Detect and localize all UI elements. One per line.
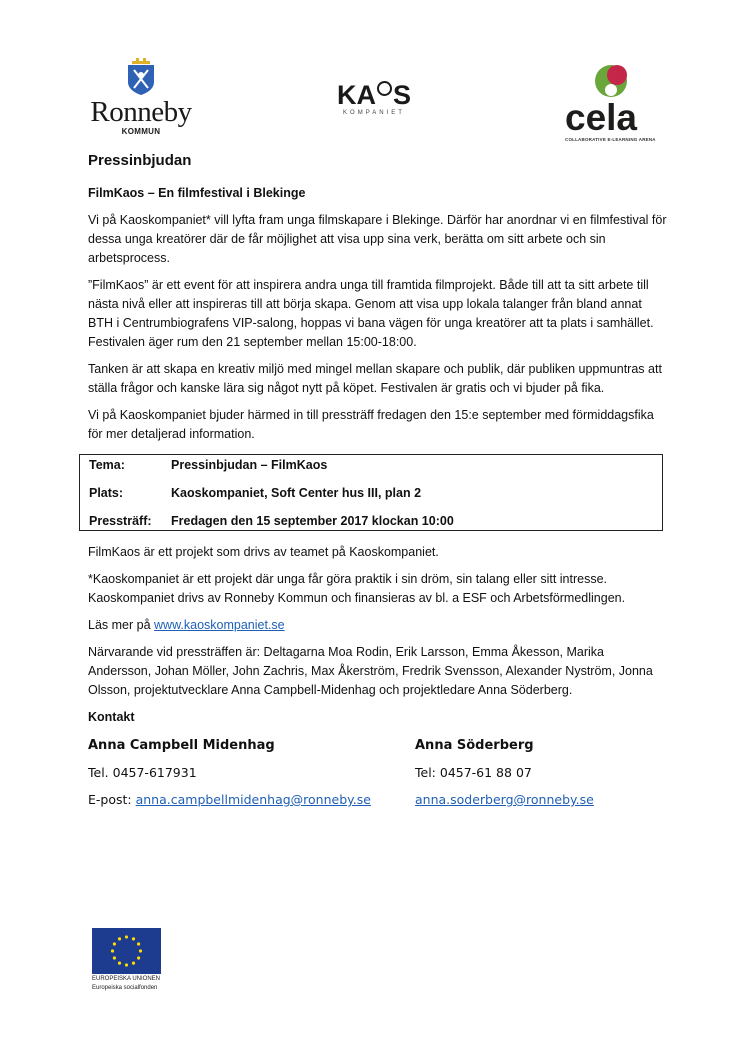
paragraph-project: FilmKaos är ett projekt som drivs av teamet på Kaoskompaniet. bbox=[88, 545, 439, 559]
kaoskompaniet-logo bbox=[331, 82, 417, 116]
ronneby-crest-icon bbox=[126, 58, 156, 96]
info-label: Plats: bbox=[89, 486, 124, 500]
contact-card bbox=[88, 737, 371, 818]
info-label: Tema: bbox=[89, 458, 125, 472]
info-value: Pressinbjudan – FilmKaos bbox=[171, 458, 328, 472]
press-invitation-footer-text bbox=[88, 543, 668, 735]
ronneby-logo bbox=[86, 58, 196, 136]
website-link[interactable]: www.kaoskompaniet.se bbox=[154, 618, 285, 632]
cela-logo bbox=[565, 64, 659, 142]
paragraph-attendees: Närvarande vid pressträffen är: Deltagarna Moa Rodin, Erik Larsson, Emma Åkesson, Marika Andersson, Johan Möller, John Zachris, Max Åkerström, Fredrik Svensson, Alexander Nyström, Jonna Olsson, projektutvecklare Anna Campbell-Midenhag och projektledare Anna Söderberg. bbox=[88, 645, 653, 697]
contact-phone: Tel. 0457-617931 bbox=[88, 765, 197, 780]
contact-card bbox=[415, 737, 594, 818]
event-info-box bbox=[79, 454, 663, 531]
info-row-plats bbox=[89, 486, 421, 500]
kaos-ring-icon bbox=[377, 81, 392, 96]
info-value: Kaoskompaniet, Soft Center hus III, plan 2 bbox=[171, 486, 422, 500]
kommun-wordmark: KOMMUN bbox=[121, 127, 161, 136]
eu-flag-icon bbox=[92, 928, 161, 974]
kaos-wordmark bbox=[331, 82, 417, 109]
press-invitation-body bbox=[88, 150, 668, 452]
email-link[interactable]: anna.campbellmidenhag@ronneby.se bbox=[135, 792, 371, 807]
read-more-prefix: Läs mer på bbox=[88, 618, 155, 632]
eu-logo bbox=[92, 928, 172, 992]
contact-phone: Tel: 0457-61 88 07 bbox=[415, 765, 532, 780]
paragraph-event: ”FilmKaos” är ett event för att inspirera andra unga till framtida filmprojekt. Både till att ta sitt arbete till nästa nivå eller att inspireras till att börja skapa. Genom att visa upp lokala talanger från bland annat BTH i Centrumbiografens VIP-salong, hoppas vi bana vägen för unga kreatörer att ta plats i samhället. Festivalen äger rum den 21 september mellan 15:00-18:00. bbox=[88, 278, 654, 349]
info-row-tema bbox=[89, 458, 327, 472]
contact-heading: Kontakt bbox=[88, 710, 135, 724]
page-subtitle: FilmKaos – En filmfestival i Blekinge bbox=[88, 186, 306, 200]
contact-name: Anna Campbell Midenhag bbox=[88, 738, 275, 753]
logo-header bbox=[0, 0, 746, 140]
eu-stars-icon bbox=[92, 928, 161, 974]
kaos-wordmark-left: KA bbox=[336, 80, 376, 110]
email-link[interactable]: anna.soderberg@ronneby.se bbox=[415, 792, 594, 807]
info-row-presstraff bbox=[89, 514, 454, 528]
contact-email-line bbox=[88, 791, 371, 809]
kompaniet-wordmark: KOMPANIET bbox=[343, 110, 405, 116]
contact-email-line bbox=[415, 791, 594, 809]
info-value: Fredagen den 15 september 2017 klockan 10:00 bbox=[171, 514, 454, 528]
page-title: Pressinbjudan bbox=[88, 152, 192, 169]
kaos-wordmark-right: S bbox=[392, 80, 411, 110]
paragraph-intro: Vi på Kaoskompaniet* vill lyfta fram unga filmskapare i Blekinge. Därför har anordnar vi en filmfestival för dessa unga kreatörer där de får möjlighet att visa upp sina verk, berätta om sitt arbete och sin arbetsprocess. bbox=[88, 213, 667, 265]
contact-name: Anna Söderberg bbox=[415, 738, 534, 753]
email-prefix: E-post: bbox=[88, 792, 136, 807]
info-label: Pressträff: bbox=[89, 514, 152, 528]
paragraph-kaoskompaniet: *Kaoskompaniet är ett projekt där unga får göra praktik i sin dröm, sin talang eller sitt intresse. Kaoskompaniet drivs av Ronneby Kommun och finansieras av bl. a ESF och Arbetsförmedlingen. bbox=[88, 572, 626, 605]
cela-wordmark: cela bbox=[565, 97, 638, 138]
cela-tagline: COLLABORATIVE E-LEARNING ARENA bbox=[565, 137, 656, 142]
eu-caption-line1: EUROPEISKA UNIONEN bbox=[92, 976, 161, 982]
cela-mark-icon bbox=[565, 64, 659, 98]
read-more-line bbox=[88, 616, 668, 635]
eu-caption-line2: Europeiska socialfonden bbox=[92, 985, 158, 991]
ronneby-wordmark: Ronneby bbox=[90, 96, 192, 128]
paragraph-idea: Tanken är att skapa en kreativ miljö med mingel mellan skapare och publik, där publiken uppmuntras att ställa frågor och kanske lära sig något nytt på köpet. Festivalen är gratis och vi bjuder på fika. bbox=[88, 362, 662, 395]
paragraph-invite: Vi på Kaoskompaniet bjuder härmed in till pressträff fredagen den 15:e september med förmiddagsfika för mer detaljerad information. bbox=[88, 408, 654, 441]
